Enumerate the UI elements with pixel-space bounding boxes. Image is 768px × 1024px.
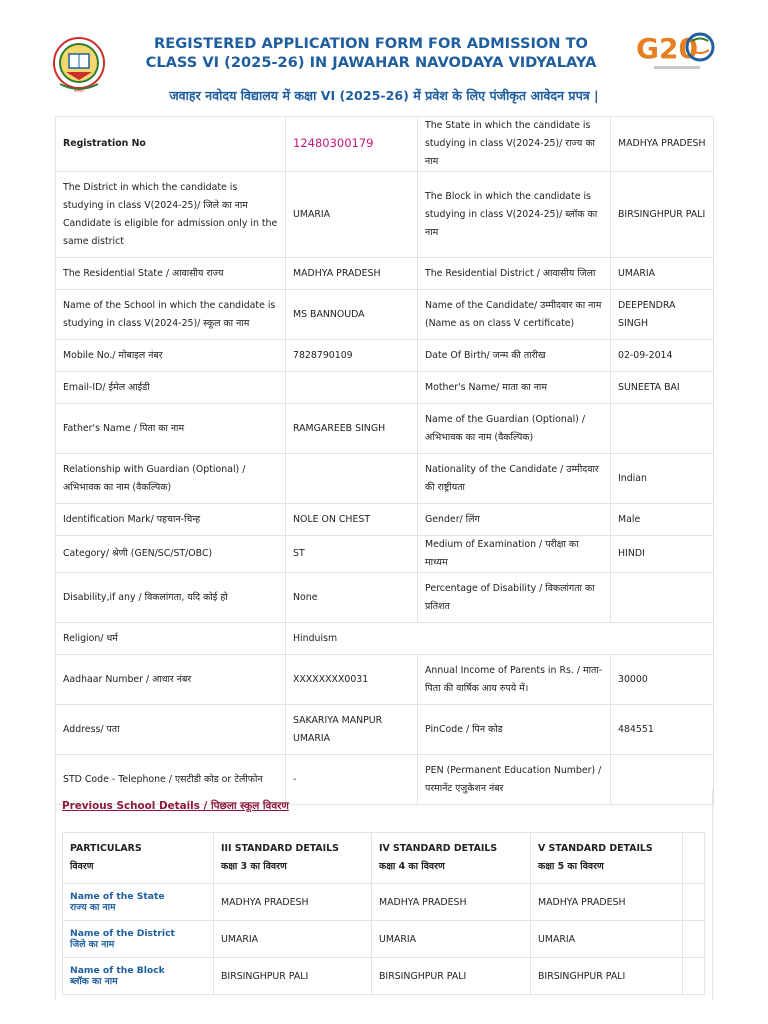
table-row [63, 958, 705, 995]
previous-school-table [62, 832, 705, 995]
guardian-value [611, 404, 714, 454]
header-spacer [683, 833, 705, 884]
email-label: Email-ID/ ईमेल आईडी [56, 372, 286, 404]
block-value: BIRSINGHPUR PALI [611, 172, 714, 258]
section-border-right [712, 789, 713, 1000]
g20-logo [634, 30, 716, 76]
pincode-value: 484551 [611, 705, 714, 755]
income-label: Annual Income of Parents in Rs. / माता-पिता की वार्षिक आय रुपये में। [418, 655, 611, 705]
address-value: SAKARIYA MANPUR UMARIA [286, 705, 418, 755]
g20-text: G20 [636, 32, 698, 65]
block-v: BIRSINGHPUR PALI [531, 958, 683, 995]
medium-value: HINDI [611, 536, 714, 573]
disability-pct-value [611, 573, 714, 623]
relationship-value [286, 454, 418, 504]
mobile-value: 7828790109 [286, 340, 418, 372]
block-iii: BIRSINGHPUR PALI [214, 958, 372, 995]
state-v: MADHYA PRADESH [531, 884, 683, 921]
religion-value: Hinduism [286, 623, 714, 655]
state-label: The State in which the candidate is studying in class V(2024-25)/ राज्य का नाम [418, 117, 611, 172]
table-header-row [63, 833, 705, 884]
previous-school-section [62, 832, 704, 995]
school-label: Name of the School in which the candidate is studying in class V(2024-25)/ स्कूल का नाम [56, 290, 286, 340]
gender-label: Gender/ लिंग [418, 504, 611, 536]
disability-label: Disability,if any / विकलांगता, यदि कोई हो [56, 573, 286, 623]
row-label-block: Name of the Block ब्लॉक का नाम [63, 958, 214, 995]
previous-school-details-link[interactable]: Previous School Details / पिछला स्कूल विवरण [62, 800, 289, 812]
school-value: MS BANNOUDA [286, 290, 418, 340]
aadhaar-value: XXXXXXXX0031 [286, 655, 418, 705]
page-subtitle: जवाहर नवोदय विद्यालय में कक्षा VI (2025-26) में प्रवेश के लिए पंजीकृत आवेदन प्रपत्र | [169, 88, 599, 103]
nationality-label: Nationality of the Candidate / उम्मीदवार की राष्ट्रीयता [418, 454, 611, 504]
email-value [286, 372, 418, 404]
res-district-value: UMARIA [611, 258, 714, 290]
disability-value: None [286, 573, 418, 623]
disability-pct-label: Percentage of Disability / विकलांगता का प्रतिशत [418, 573, 611, 623]
state-iii: MADHYA PRADESH [214, 884, 372, 921]
g20-logo-icon [634, 30, 716, 76]
gender-value: Male [611, 504, 714, 536]
page-header [0, 0, 768, 112]
row-spacer [683, 921, 705, 958]
mother-label: Mother's Name/ माता का नाम [418, 372, 611, 404]
address-label: Address/ पता [56, 705, 286, 755]
religion-label: Religion/ धर्म [56, 623, 286, 655]
medium-label: Medium of Examination / परीक्षा का माध्यम [418, 536, 611, 573]
nationality-value: Indian [611, 454, 714, 504]
pincode-label: PinCode / पिन कोड [418, 705, 611, 755]
res-state-value: MADHYA PRADESH [286, 258, 418, 290]
mother-value: SUNEETA BAI [611, 372, 714, 404]
row-spacer [683, 958, 705, 995]
district-iv: UMARIA [372, 921, 531, 958]
dob-label: Date Of Birth/ जन्म की तारीख [418, 340, 611, 372]
candidate-label: Name of the Candidate/ उम्मीदवार का नाम (Name as on class V certificate) [418, 290, 611, 340]
row-spacer [683, 884, 705, 921]
father-value: RAMGAREEB SINGH [286, 404, 418, 454]
header-particulars: PARTICULARS विवरण [63, 833, 214, 884]
mobile-label: Mobile No./ मोबाइल नंबर [56, 340, 286, 372]
row-label-state: Name of the State राज्य का नाम [63, 884, 214, 921]
category-label: Category/ श्रेणी (GEN/SC/ST/OBC) [56, 536, 286, 573]
district-v: UMARIA [531, 921, 683, 958]
header-iii-standard: III STANDARD DETAILS कक्षा 3 का विवरण [214, 833, 372, 884]
aadhaar-label: Aadhaar Number / आधार नंबर [56, 655, 286, 705]
svg-text:संस्था: संस्था [74, 88, 84, 94]
application-form [55, 116, 713, 805]
ident-value: NOLE ON CHEST [286, 504, 418, 536]
relationship-label: Relationship with Guardian (Optional) / अभिभावक का नाम (वैकल्पिक) [56, 454, 286, 504]
candidate-value: DEEPENDRA SINGH [611, 290, 714, 340]
state-iv: MADHYA PRADESH [372, 884, 531, 921]
district-value: UMARIA [286, 172, 418, 258]
district-label-line1: The District in which the candidate is studying in class V(2024-25)/ जिले का नाम [63, 181, 248, 211]
std-value: - [286, 755, 418, 805]
pen-value [611, 755, 714, 805]
state-value: MADHYA PRADESH [611, 117, 714, 172]
page-title: REGISTERED APPLICATION FORM FOR ADMISSION TO CLASS VI (2025-26) IN JAWAHAR NAVODAYA VIDYALAYA [145, 35, 597, 71]
dob-value: 02-09-2014 [611, 340, 714, 372]
registration-no-value: 12480300179 [286, 117, 418, 172]
ident-label: Identification Mark/ पहचान-चिन्ह [56, 504, 286, 536]
table-row [63, 921, 705, 958]
district-label-line2: Candidate is eligible for admission only in the same district [63, 217, 278, 247]
block-label: The Block in which the candidate is studying in class V(2024-25)/ ब्लॉक का नाम [418, 172, 611, 258]
application-details-table [55, 116, 714, 805]
block-iv: BIRSINGHPUR PALI [372, 958, 531, 995]
pen-label: PEN (Permanent Education Number) / परमानेंट एजुकेशन नंबर [418, 755, 611, 805]
guardian-label: Name of the Guardian (Optional) / अभिभावक का नाम (वैकल्पिक) [418, 404, 611, 454]
income-value: 30000 [611, 655, 714, 705]
registration-no-label: Registration No [56, 117, 286, 172]
father-label: Father's Name / पिता का नाम [56, 404, 286, 454]
category-value: ST [286, 536, 418, 573]
header-v-standard: V STANDARD DETAILS कक्षा 5 का विवरण [531, 833, 683, 884]
row-label-district: Name of the District जिले का नाम [63, 921, 214, 958]
std-label: STD Code - Telephone / एसटीडी कोड or टेलीफोन [56, 755, 286, 805]
header-iv-standard: IV STANDARD DETAILS कक्षा 4 का विवरण [372, 833, 531, 884]
table-row [63, 884, 705, 921]
district-iii: UMARIA [214, 921, 372, 958]
section-border-left [55, 789, 56, 1000]
navodaya-emblem-icon [52, 36, 106, 94]
res-state-label: The Residential State / आवासीय राज्य [56, 258, 286, 290]
district-label [56, 172, 286, 258]
res-district-label: The Residential District / आवासीय जिला [418, 258, 611, 290]
